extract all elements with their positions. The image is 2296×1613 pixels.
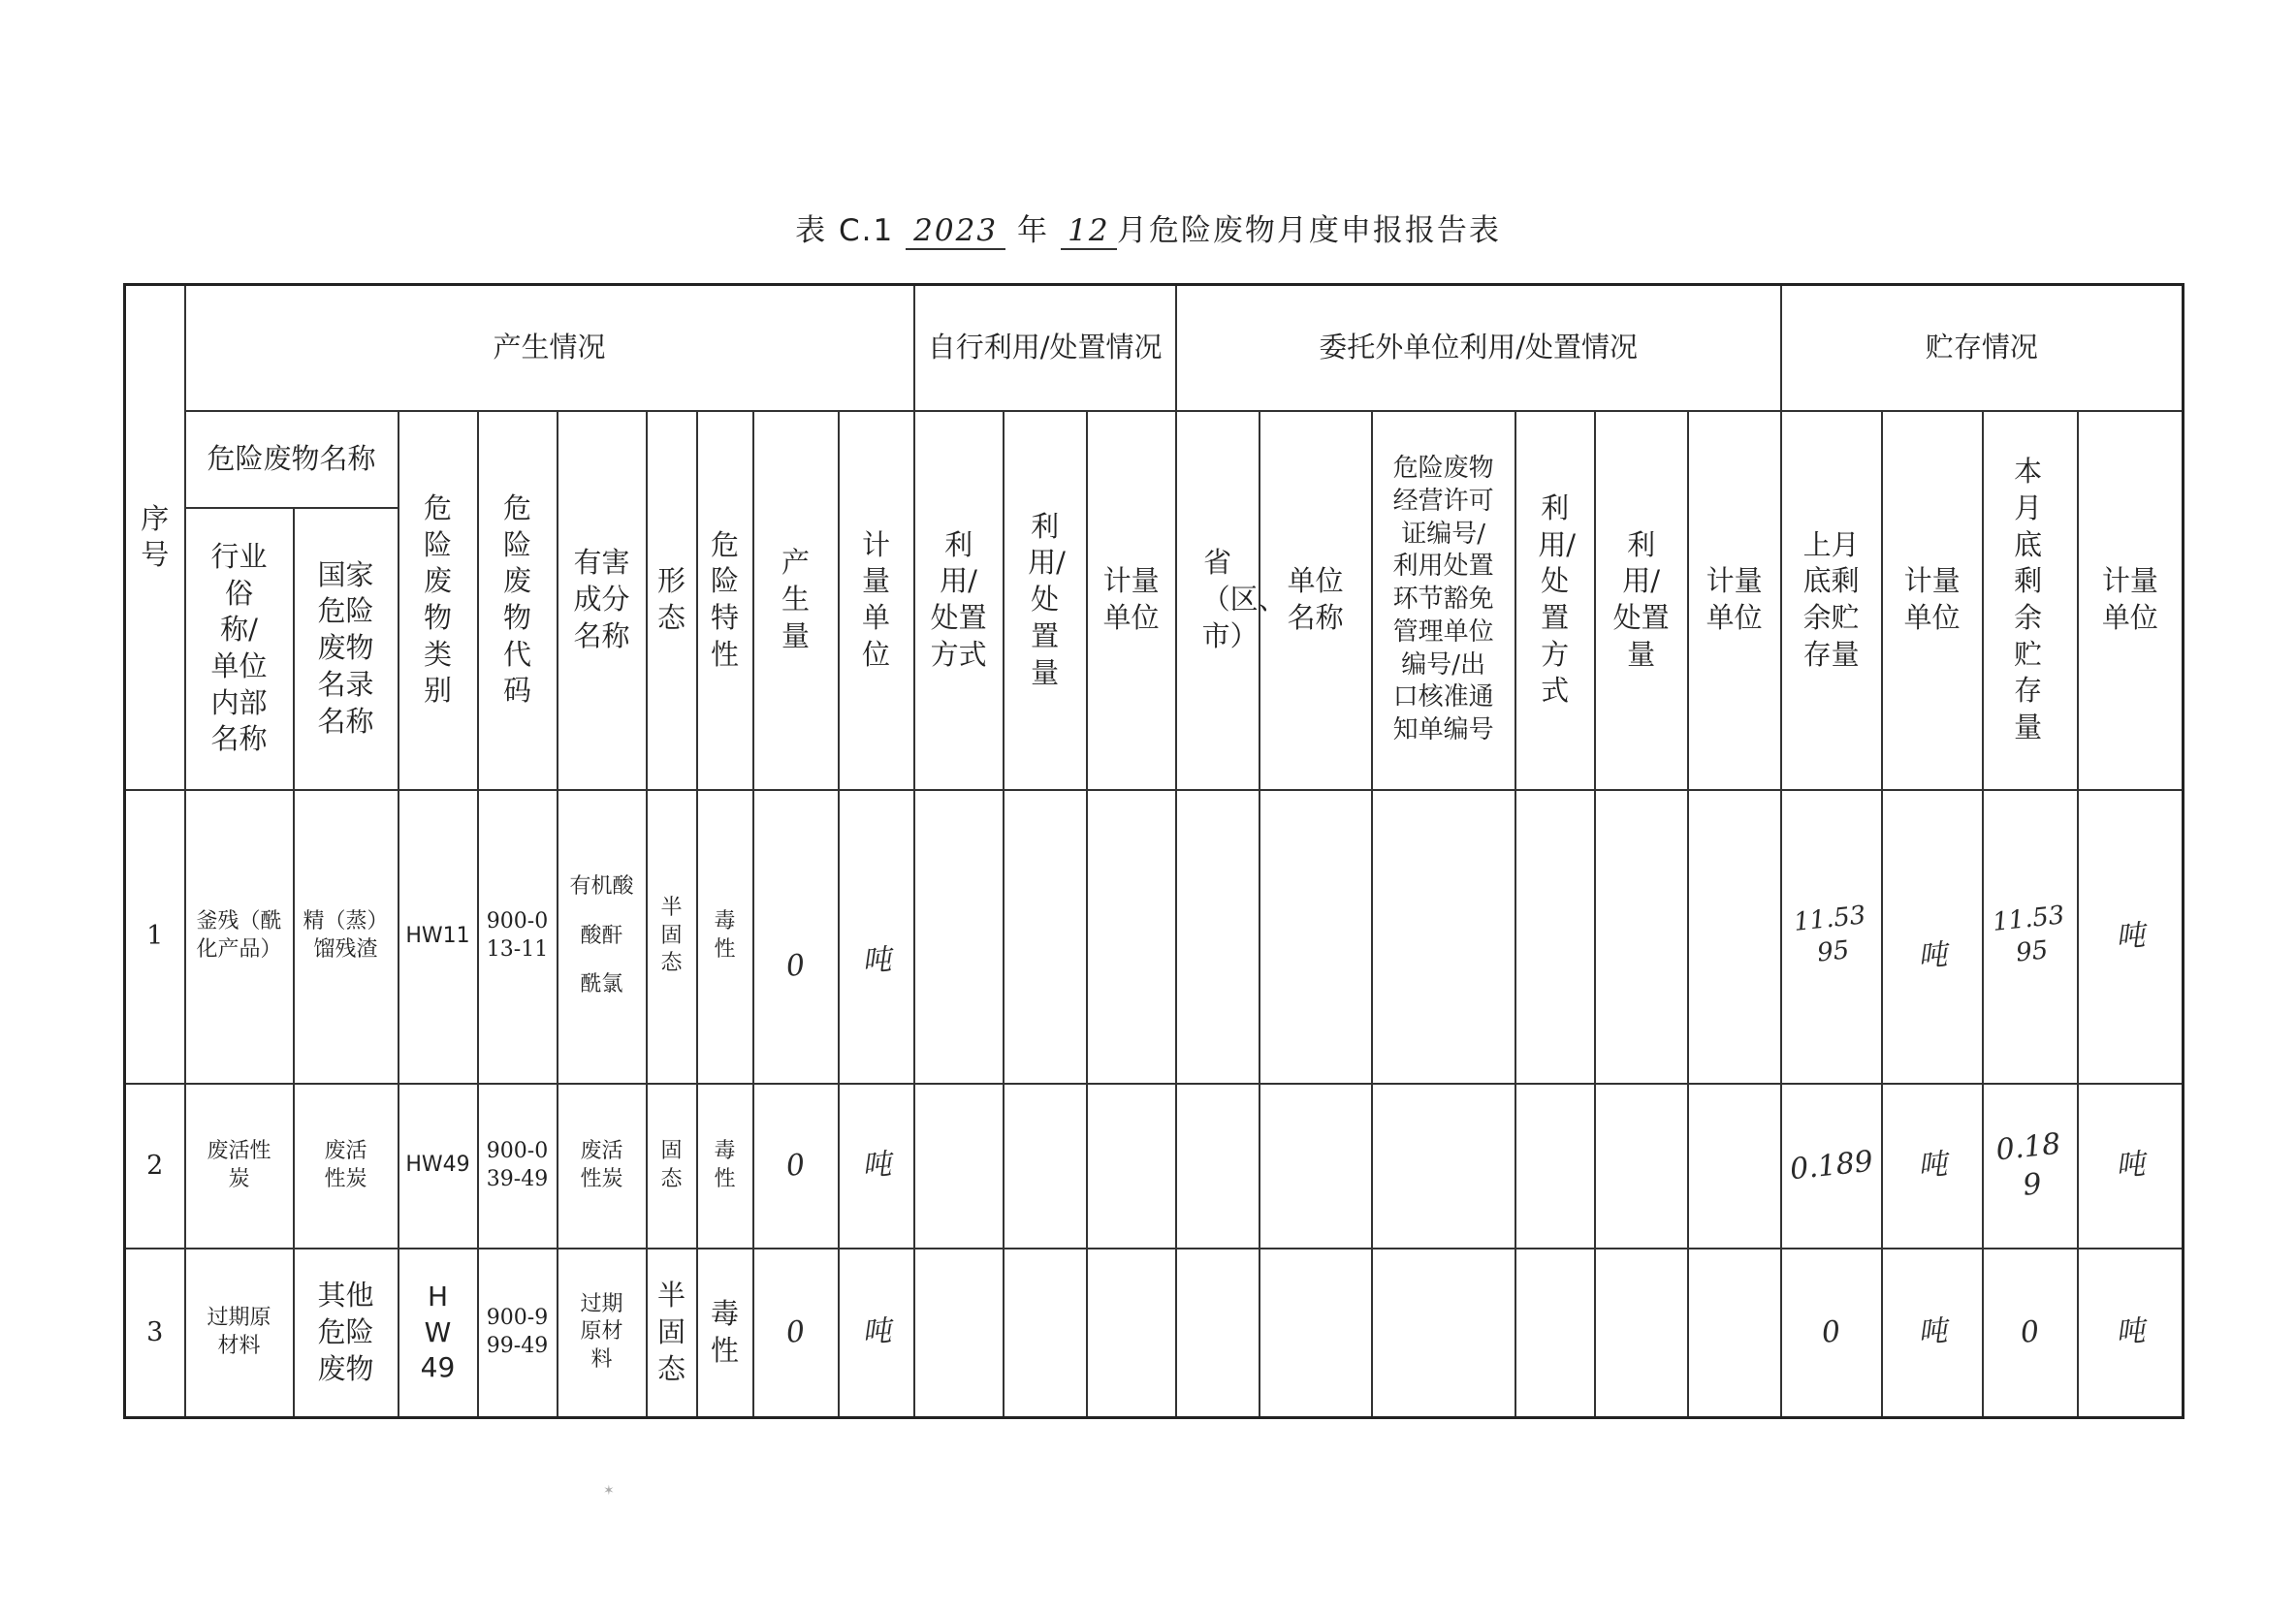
- row-hazard[interactable]: 毒性: [697, 790, 753, 1084]
- row-org-name[interactable]: [1260, 1249, 1372, 1418]
- header-entrusted: 委托外单位利用/处置情况: [1176, 285, 1781, 411]
- row-harmful-item: 酰氯: [580, 972, 623, 997]
- scan-smudge: ✶: [603, 1483, 615, 1499]
- header-hazard: 危险特性: [697, 411, 753, 790]
- row-last-stock[interactable]: 0: [1781, 1249, 1882, 1418]
- header-ent-unit: 计量单位: [1688, 411, 1781, 790]
- row-industry-name[interactable]: 釜残（酰化产品）: [185, 790, 294, 1084]
- row-code[interactable]: 900-039-49: [478, 1084, 558, 1249]
- header-self-method: 利用/处置方式: [914, 411, 1004, 790]
- row-ent-method[interactable]: [1515, 1084, 1595, 1249]
- title-year[interactable]: 2023: [906, 213, 1005, 250]
- row-amount[interactable]: 0: [753, 1084, 839, 1249]
- row-category[interactable]: HW49: [399, 1084, 478, 1249]
- row-form[interactable]: 固态: [647, 1084, 697, 1249]
- header-unit: 计量单位: [839, 411, 914, 790]
- header-self-use: 自行利用/处置情况: [914, 285, 1176, 411]
- row-unit[interactable]: 吨: [839, 790, 914, 1084]
- header-ent-amount: 利用/处置量: [1595, 411, 1688, 790]
- table-row: [125, 790, 2184, 1084]
- row-this-stock[interactable]: 11.5395: [1983, 790, 2078, 1084]
- row-org-name[interactable]: [1260, 1084, 1372, 1249]
- row-national-name[interactable]: 精（蒸）馏残渣: [294, 790, 399, 1084]
- header-this-stock: 本月底剩余贮存量: [1983, 411, 2078, 790]
- row-this-unit[interactable]: 吨: [2078, 1084, 2184, 1249]
- header-amount: 产生量: [753, 411, 839, 790]
- row-amount[interactable]: 0: [753, 1249, 839, 1418]
- header-production: 产生情况: [185, 285, 914, 411]
- header-category: 危险废物类别: [399, 411, 478, 790]
- header-license: 危险废物经营许可证编号/利用处置环节豁免管理单位编号/出口核准通知单编号: [1372, 411, 1515, 790]
- row-license[interactable]: [1372, 1249, 1515, 1418]
- row-self-method[interactable]: [914, 1249, 1004, 1418]
- row-self-amount[interactable]: [1004, 1084, 1087, 1249]
- title-suffix: 月危险废物月度申报报告表: [1116, 213, 1501, 248]
- header-row-subgroup: [125, 411, 2184, 508]
- row-last-stock[interactable]: 11.5395: [1781, 790, 1882, 1084]
- row-this-unit[interactable]: 吨: [2078, 1249, 2184, 1418]
- row-harmful-item: 酸酐: [580, 923, 623, 948]
- header-last-unit: 计量单位: [1882, 411, 1983, 790]
- header-waste-name: 危险废物名称: [185, 411, 399, 508]
- header-this-unit: 计量单位: [2078, 411, 2184, 790]
- header-ent-method: 利用/处置方式: [1515, 411, 1595, 790]
- report-title: [0, 206, 2296, 250]
- row-ent-method[interactable]: [1515, 1249, 1595, 1418]
- row-this-unit[interactable]: 吨: [2078, 790, 2184, 1084]
- row-national-name[interactable]: 其他危险废物: [294, 1249, 399, 1418]
- row-ent-amount[interactable]: [1595, 1249, 1688, 1418]
- header-national-name: 国家危险废物名录名称: [294, 508, 399, 790]
- title-year-unit: 年: [1016, 213, 1049, 248]
- row-last-stock[interactable]: 0.189: [1781, 1084, 1882, 1249]
- row-this-stock[interactable]: 0.189: [1983, 1084, 2078, 1249]
- header-self-amount: 利用/处置量: [1004, 411, 1087, 790]
- row-last-unit[interactable]: 吨: [1882, 1084, 1983, 1249]
- header-code: 危险废物代码: [478, 411, 558, 790]
- header-row-groups: [125, 285, 2184, 411]
- row-unit[interactable]: 吨: [839, 1249, 914, 1418]
- row-license[interactable]: [1372, 790, 1515, 1084]
- row-ent-method[interactable]: [1515, 790, 1595, 1084]
- row-this-stock[interactable]: 0: [1983, 1249, 2078, 1418]
- row-province[interactable]: [1176, 1084, 1260, 1249]
- row-seq: 1: [125, 790, 185, 1084]
- row-ent-unit[interactable]: [1688, 1084, 1781, 1249]
- title-month[interactable]: 12: [1061, 213, 1117, 250]
- row-industry-name[interactable]: 过期原材料: [185, 1249, 294, 1418]
- row-amount[interactable]: 0: [753, 790, 839, 1084]
- row-seq: 2: [125, 1084, 185, 1249]
- row-province[interactable]: [1176, 1249, 1260, 1418]
- header-org-name: 单位名称: [1260, 411, 1372, 790]
- row-ent-unit[interactable]: [1688, 1249, 1781, 1418]
- row-harmful[interactable]: [558, 1084, 647, 1249]
- row-ent-amount[interactable]: [1595, 1084, 1688, 1249]
- row-category[interactable]: HW49: [399, 1249, 478, 1418]
- row-last-unit[interactable]: 吨: [1882, 790, 1983, 1084]
- row-self-amount[interactable]: [1004, 790, 1087, 1084]
- header-harmful: 有害成分名称: [558, 411, 647, 790]
- row-code[interactable]: 900-999-49: [478, 1249, 558, 1418]
- row-harmful-item: 有机酸: [569, 874, 634, 900]
- row-self-unit[interactable]: [1087, 790, 1176, 1084]
- row-last-unit[interactable]: 吨: [1882, 1249, 1983, 1418]
- row-self-method[interactable]: [914, 1084, 1004, 1249]
- row-self-unit[interactable]: [1087, 1084, 1176, 1249]
- title-prefix: 表 C.1: [795, 213, 895, 248]
- row-form[interactable]: 半固态: [647, 790, 697, 1084]
- header-last-stock: 上月底剩余贮存量: [1781, 411, 1882, 790]
- row-ent-amount[interactable]: [1595, 790, 1688, 1084]
- row-unit[interactable]: 吨: [839, 1084, 914, 1249]
- row-ent-unit[interactable]: [1688, 790, 1781, 1084]
- header-province: 省（区、市）: [1176, 411, 1260, 790]
- row-seq: 3: [125, 1249, 185, 1418]
- row-hazard[interactable]: 毒性: [697, 1249, 753, 1418]
- row-province[interactable]: [1176, 790, 1260, 1084]
- report-table: [123, 283, 2184, 1419]
- row-form[interactable]: 半固态: [647, 1249, 697, 1418]
- table-row: [125, 1249, 2184, 1418]
- row-org-name[interactable]: [1260, 790, 1372, 1084]
- header-seq: 序号: [125, 285, 185, 790]
- row-harmful-item: 过期原材料: [580, 1291, 623, 1373]
- row-license[interactable]: [1372, 1084, 1515, 1249]
- row-harmful[interactable]: [558, 1249, 647, 1418]
- row-self-unit[interactable]: [1087, 1249, 1176, 1418]
- header-industry-name: 行业俗称/单位内部名称: [185, 508, 294, 790]
- row-self-amount[interactable]: [1004, 1249, 1087, 1418]
- row-harmful-item: 废活性炭: [580, 1138, 623, 1191]
- row-code[interactable]: 900-013-11: [478, 790, 558, 1084]
- row-national-name[interactable]: 废活性炭: [294, 1084, 399, 1249]
- row-category[interactable]: HW11: [399, 790, 478, 1084]
- table-row: [125, 1084, 2184, 1249]
- header-storage: 贮存情况: [1781, 285, 2184, 411]
- row-hazard[interactable]: 毒性: [697, 1084, 753, 1249]
- row-self-method[interactable]: [914, 790, 1004, 1084]
- header-form: 形态: [647, 411, 697, 790]
- row-industry-name[interactable]: 废活性炭: [185, 1084, 294, 1249]
- row-harmful[interactable]: [558, 790, 647, 1084]
- header-self-unit: 计量单位: [1087, 411, 1176, 790]
